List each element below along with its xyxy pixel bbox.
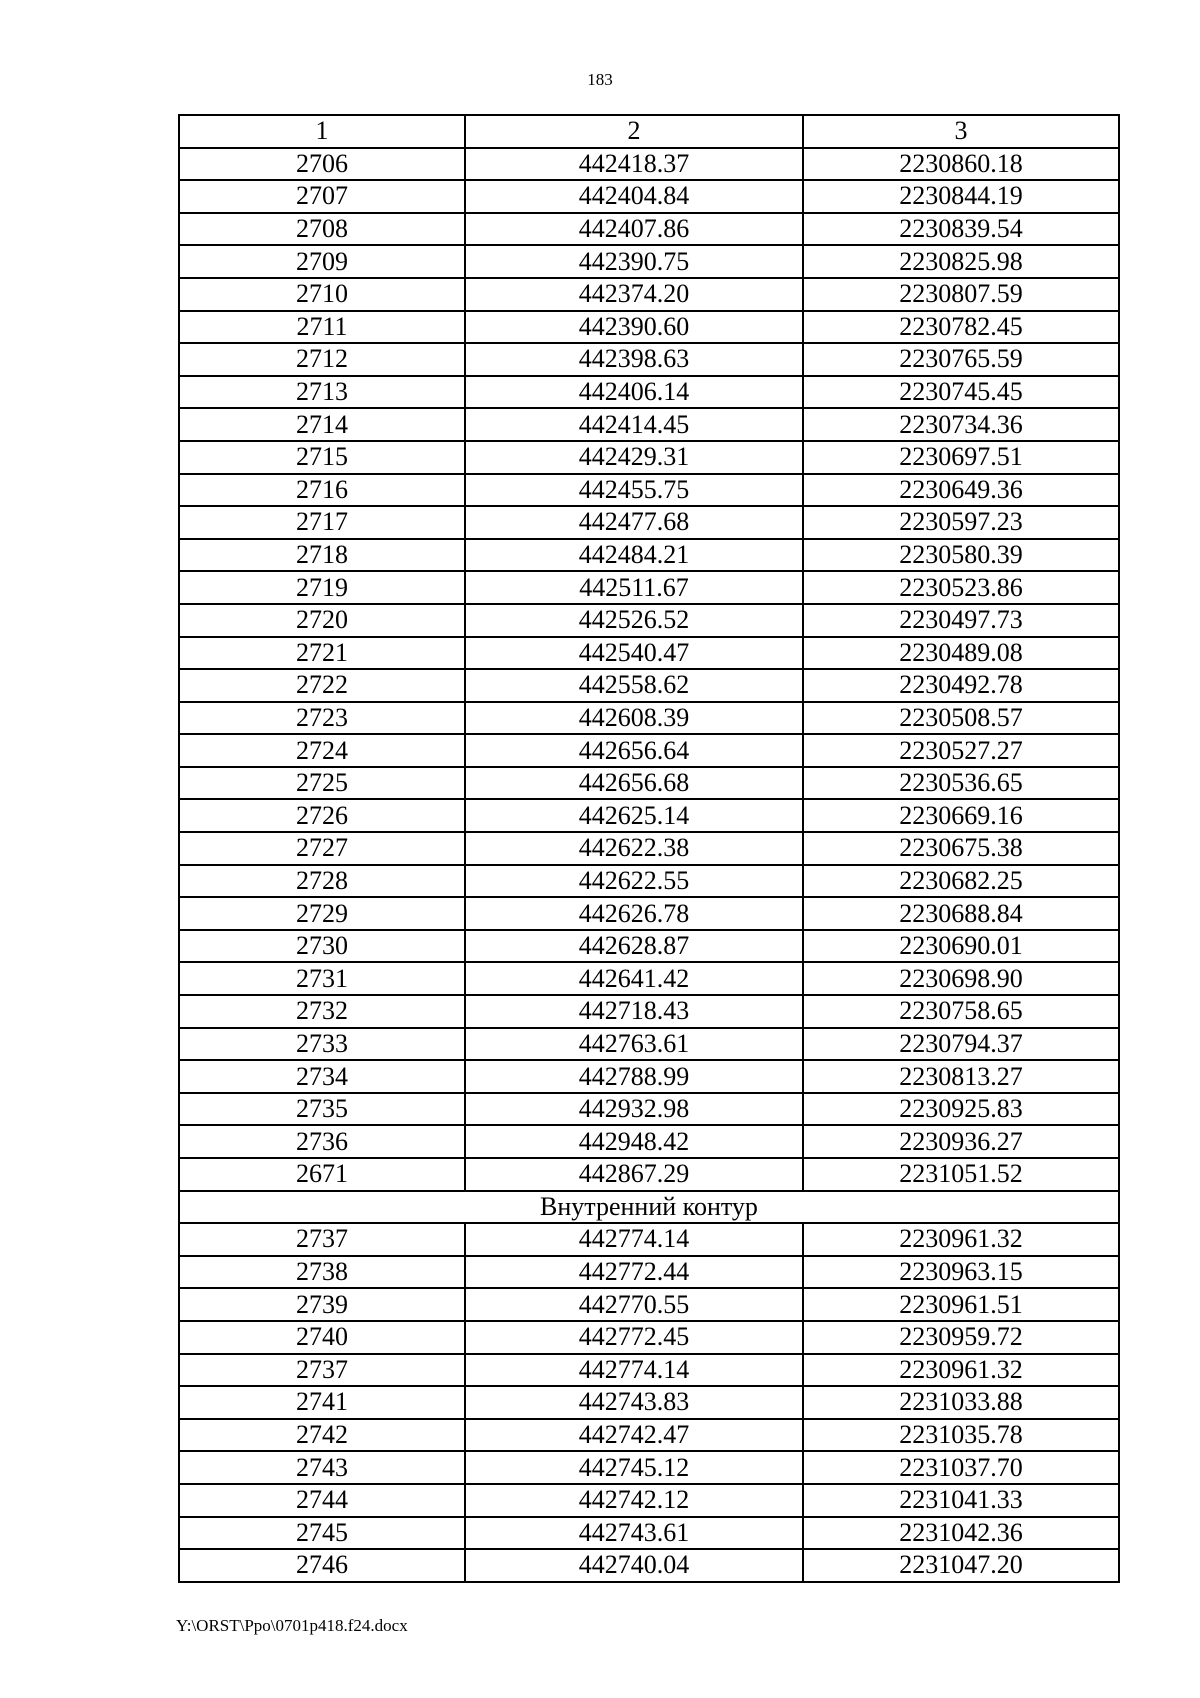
x-coordinate-cell: 442455.75 bbox=[465, 474, 803, 507]
point-number-cell: 2707 bbox=[179, 180, 465, 213]
point-number-cell: 2745 bbox=[179, 1517, 465, 1550]
table-row bbox=[179, 1484, 1119, 1517]
point-number-cell: 2720 bbox=[179, 604, 465, 637]
table-row bbox=[179, 832, 1119, 865]
y-coordinate-cell: 2231042.36 bbox=[803, 1517, 1119, 1550]
table-row bbox=[179, 571, 1119, 604]
y-coordinate-cell: 2230765.59 bbox=[803, 343, 1119, 376]
table-row bbox=[179, 897, 1119, 930]
point-number-cell: 2741 bbox=[179, 1386, 465, 1419]
y-coordinate-cell: 2230782.45 bbox=[803, 311, 1119, 344]
table-row bbox=[179, 995, 1119, 1028]
x-coordinate-cell: 442745.12 bbox=[465, 1451, 803, 1484]
point-number-cell: 2708 bbox=[179, 213, 465, 246]
y-coordinate-cell: 2230961.32 bbox=[803, 1223, 1119, 1256]
table-row bbox=[179, 1093, 1119, 1126]
point-number-cell: 2710 bbox=[179, 278, 465, 311]
y-coordinate-cell: 2230675.38 bbox=[803, 832, 1119, 865]
x-coordinate-cell: 442772.45 bbox=[465, 1321, 803, 1354]
point-number-cell: 2721 bbox=[179, 637, 465, 670]
table-row bbox=[179, 1288, 1119, 1321]
x-coordinate-cell: 442608.39 bbox=[465, 702, 803, 735]
x-coordinate-cell: 442406.14 bbox=[465, 376, 803, 409]
x-coordinate-cell: 442390.75 bbox=[465, 245, 803, 278]
table-row bbox=[179, 343, 1119, 376]
point-number-cell: 2715 bbox=[179, 441, 465, 474]
y-coordinate-cell: 2231035.78 bbox=[803, 1419, 1119, 1452]
y-coordinate-cell: 2230489.08 bbox=[803, 637, 1119, 670]
coordinates-table bbox=[178, 114, 1120, 1583]
y-coordinate-cell: 2230825.98 bbox=[803, 245, 1119, 278]
x-coordinate-cell: 442484.21 bbox=[465, 539, 803, 572]
point-number-cell: 2714 bbox=[179, 408, 465, 441]
x-coordinate-cell: 442558.62 bbox=[465, 669, 803, 702]
section-heading-cell: Внутренний контур bbox=[179, 1191, 1119, 1224]
table-row bbox=[179, 1223, 1119, 1256]
point-number-cell: 2743 bbox=[179, 1451, 465, 1484]
table-row bbox=[179, 767, 1119, 800]
y-coordinate-cell: 2230497.73 bbox=[803, 604, 1119, 637]
x-coordinate-cell: 442770.55 bbox=[465, 1288, 803, 1321]
table-row bbox=[179, 702, 1119, 735]
y-coordinate-cell: 2230690.01 bbox=[803, 930, 1119, 963]
y-coordinate-cell: 2230508.57 bbox=[803, 702, 1119, 735]
point-number-cell: 2737 bbox=[179, 1223, 465, 1256]
table-row bbox=[179, 865, 1119, 898]
point-number-cell: 2712 bbox=[179, 343, 465, 376]
x-coordinate-cell: 442948.42 bbox=[465, 1125, 803, 1158]
point-number-cell: 2729 bbox=[179, 897, 465, 930]
point-number-cell: 2709 bbox=[179, 245, 465, 278]
y-coordinate-cell: 2230649.36 bbox=[803, 474, 1119, 507]
point-number-cell: 2722 bbox=[179, 669, 465, 702]
x-coordinate-cell: 442774.14 bbox=[465, 1354, 803, 1387]
table-row bbox=[179, 278, 1119, 311]
point-number-cell: 2733 bbox=[179, 1028, 465, 1061]
table-row bbox=[179, 799, 1119, 832]
table-row bbox=[179, 376, 1119, 409]
table-row bbox=[179, 734, 1119, 767]
y-coordinate-cell: 2230936.27 bbox=[803, 1125, 1119, 1158]
x-coordinate-cell: 442743.61 bbox=[465, 1517, 803, 1550]
point-number-cell: 2717 bbox=[179, 506, 465, 539]
table-row bbox=[179, 1028, 1119, 1061]
x-coordinate-cell: 442774.14 bbox=[465, 1223, 803, 1256]
table-row bbox=[179, 1419, 1119, 1452]
point-number-cell: 2737 bbox=[179, 1354, 465, 1387]
y-coordinate-cell: 2230492.78 bbox=[803, 669, 1119, 702]
y-coordinate-cell: 2230745.45 bbox=[803, 376, 1119, 409]
x-coordinate-cell: 442772.44 bbox=[465, 1256, 803, 1289]
y-coordinate-cell: 2231033.88 bbox=[803, 1386, 1119, 1419]
point-number-cell: 2719 bbox=[179, 571, 465, 604]
point-number-cell: 2706 bbox=[179, 148, 465, 181]
table-row bbox=[179, 1354, 1119, 1387]
file-path-footer: Y:\ORST\Ppo\0701p418.f24.docx bbox=[176, 1616, 408, 1635]
header-cell-2: 2 bbox=[465, 115, 803, 148]
y-coordinate-cell: 2230523.86 bbox=[803, 571, 1119, 604]
point-number-cell: 2723 bbox=[179, 702, 465, 735]
y-coordinate-cell: 2230597.23 bbox=[803, 506, 1119, 539]
y-coordinate-cell: 2230839.54 bbox=[803, 213, 1119, 246]
point-number-cell: 2718 bbox=[179, 539, 465, 572]
table-row bbox=[179, 245, 1119, 278]
x-coordinate-cell: 442718.43 bbox=[465, 995, 803, 1028]
x-coordinate-cell: 442743.83 bbox=[465, 1386, 803, 1419]
point-number-cell: 2711 bbox=[179, 311, 465, 344]
y-coordinate-cell: 2230807.59 bbox=[803, 278, 1119, 311]
y-coordinate-cell: 2231037.70 bbox=[803, 1451, 1119, 1484]
table-row bbox=[179, 604, 1119, 637]
x-coordinate-cell: 442404.84 bbox=[465, 180, 803, 213]
y-coordinate-cell: 2230758.65 bbox=[803, 995, 1119, 1028]
point-number-cell: 2744 bbox=[179, 1484, 465, 1517]
point-number-cell: 2716 bbox=[179, 474, 465, 507]
table-row bbox=[179, 930, 1119, 963]
x-coordinate-cell: 442418.37 bbox=[465, 148, 803, 181]
page-number: 183 bbox=[587, 70, 613, 89]
point-number-cell: 2734 bbox=[179, 1060, 465, 1093]
point-number-cell: 2728 bbox=[179, 865, 465, 898]
point-number-cell: 2726 bbox=[179, 799, 465, 832]
x-coordinate-cell: 442414.45 bbox=[465, 408, 803, 441]
table-row bbox=[179, 669, 1119, 702]
point-number-cell: 2730 bbox=[179, 930, 465, 963]
y-coordinate-cell: 2230527.27 bbox=[803, 734, 1119, 767]
x-coordinate-cell: 442742.47 bbox=[465, 1419, 803, 1452]
table-row bbox=[179, 1321, 1119, 1354]
x-coordinate-cell: 442622.55 bbox=[465, 865, 803, 898]
point-number-cell: 2724 bbox=[179, 734, 465, 767]
y-coordinate-cell: 2230860.18 bbox=[803, 148, 1119, 181]
x-coordinate-cell: 442540.47 bbox=[465, 637, 803, 670]
table-row bbox=[179, 1158, 1119, 1191]
point-number-cell: 2725 bbox=[179, 767, 465, 800]
point-number-cell: 2735 bbox=[179, 1093, 465, 1126]
y-coordinate-cell: 2230669.16 bbox=[803, 799, 1119, 832]
header-cell-1: 1 bbox=[179, 115, 465, 148]
table-row bbox=[179, 962, 1119, 995]
point-number-cell: 2713 bbox=[179, 376, 465, 409]
y-coordinate-cell: 2230963.15 bbox=[803, 1256, 1119, 1289]
y-coordinate-cell: 2230925.83 bbox=[803, 1093, 1119, 1126]
y-coordinate-cell: 2230580.39 bbox=[803, 539, 1119, 572]
y-coordinate-cell: 2230961.32 bbox=[803, 1354, 1119, 1387]
x-coordinate-cell: 442625.14 bbox=[465, 799, 803, 832]
x-coordinate-cell: 442628.87 bbox=[465, 930, 803, 963]
table-row bbox=[179, 148, 1119, 181]
table-row bbox=[179, 1386, 1119, 1419]
table-row bbox=[179, 441, 1119, 474]
x-coordinate-cell: 442867.29 bbox=[465, 1158, 803, 1191]
coordinates-table-body bbox=[179, 115, 1119, 1582]
y-coordinate-cell: 2230794.37 bbox=[803, 1028, 1119, 1061]
point-number-cell: 2742 bbox=[179, 1419, 465, 1452]
x-coordinate-cell: 442374.20 bbox=[465, 278, 803, 311]
point-number-cell: 2727 bbox=[179, 832, 465, 865]
y-coordinate-cell: 2230536.65 bbox=[803, 767, 1119, 800]
table-row bbox=[179, 1451, 1119, 1484]
point-number-cell: 2740 bbox=[179, 1321, 465, 1354]
table-row bbox=[179, 506, 1119, 539]
y-coordinate-cell: 2230844.19 bbox=[803, 180, 1119, 213]
y-coordinate-cell: 2230697.51 bbox=[803, 441, 1119, 474]
x-coordinate-cell: 442398.63 bbox=[465, 343, 803, 376]
x-coordinate-cell: 442622.38 bbox=[465, 832, 803, 865]
x-coordinate-cell: 442742.12 bbox=[465, 1484, 803, 1517]
x-coordinate-cell: 442656.64 bbox=[465, 734, 803, 767]
x-coordinate-cell: 442656.68 bbox=[465, 767, 803, 800]
table-row bbox=[179, 539, 1119, 572]
x-coordinate-cell: 442763.61 bbox=[465, 1028, 803, 1061]
y-coordinate-cell: 2230682.25 bbox=[803, 865, 1119, 898]
x-coordinate-cell: 442740.04 bbox=[465, 1549, 803, 1582]
table-row bbox=[179, 213, 1119, 246]
table-row bbox=[179, 1549, 1119, 1582]
y-coordinate-cell: 2231041.33 bbox=[803, 1484, 1119, 1517]
x-coordinate-cell: 442526.52 bbox=[465, 604, 803, 637]
y-coordinate-cell: 2230961.51 bbox=[803, 1288, 1119, 1321]
table-row bbox=[179, 1125, 1119, 1158]
table-row bbox=[179, 1517, 1119, 1550]
point-number-cell: 2746 bbox=[179, 1549, 465, 1582]
x-coordinate-cell: 442788.99 bbox=[465, 1060, 803, 1093]
y-coordinate-cell: 2230959.72 bbox=[803, 1321, 1119, 1354]
x-coordinate-cell: 442932.98 bbox=[465, 1093, 803, 1126]
x-coordinate-cell: 442390.60 bbox=[465, 311, 803, 344]
table-row bbox=[179, 474, 1119, 507]
x-coordinate-cell: 442477.68 bbox=[465, 506, 803, 539]
point-number-cell: 2731 bbox=[179, 962, 465, 995]
point-number-cell: 2671 bbox=[179, 1158, 465, 1191]
section-row bbox=[179, 1191, 1119, 1224]
y-coordinate-cell: 2230688.84 bbox=[803, 897, 1119, 930]
table-row bbox=[179, 180, 1119, 213]
y-coordinate-cell: 2230734.36 bbox=[803, 408, 1119, 441]
x-coordinate-cell: 442511.67 bbox=[465, 571, 803, 604]
y-coordinate-cell: 2230698.90 bbox=[803, 962, 1119, 995]
y-coordinate-cell: 2230813.27 bbox=[803, 1060, 1119, 1093]
point-number-cell: 2738 bbox=[179, 1256, 465, 1289]
point-number-cell: 2732 bbox=[179, 995, 465, 1028]
x-coordinate-cell: 442407.86 bbox=[465, 213, 803, 246]
x-coordinate-cell: 442429.31 bbox=[465, 441, 803, 474]
y-coordinate-cell: 2231051.52 bbox=[803, 1158, 1119, 1191]
point-number-cell: 2736 bbox=[179, 1125, 465, 1158]
x-coordinate-cell: 442626.78 bbox=[465, 897, 803, 930]
point-number-cell: 2739 bbox=[179, 1288, 465, 1321]
table-row bbox=[179, 637, 1119, 670]
table-row bbox=[179, 1256, 1119, 1289]
x-coordinate-cell: 442641.42 bbox=[465, 962, 803, 995]
table-row bbox=[179, 311, 1119, 344]
table-header-row bbox=[179, 115, 1119, 148]
table-row bbox=[179, 408, 1119, 441]
y-coordinate-cell: 2231047.20 bbox=[803, 1549, 1119, 1582]
table-row bbox=[179, 1060, 1119, 1093]
header-cell-3: 3 bbox=[803, 115, 1119, 148]
